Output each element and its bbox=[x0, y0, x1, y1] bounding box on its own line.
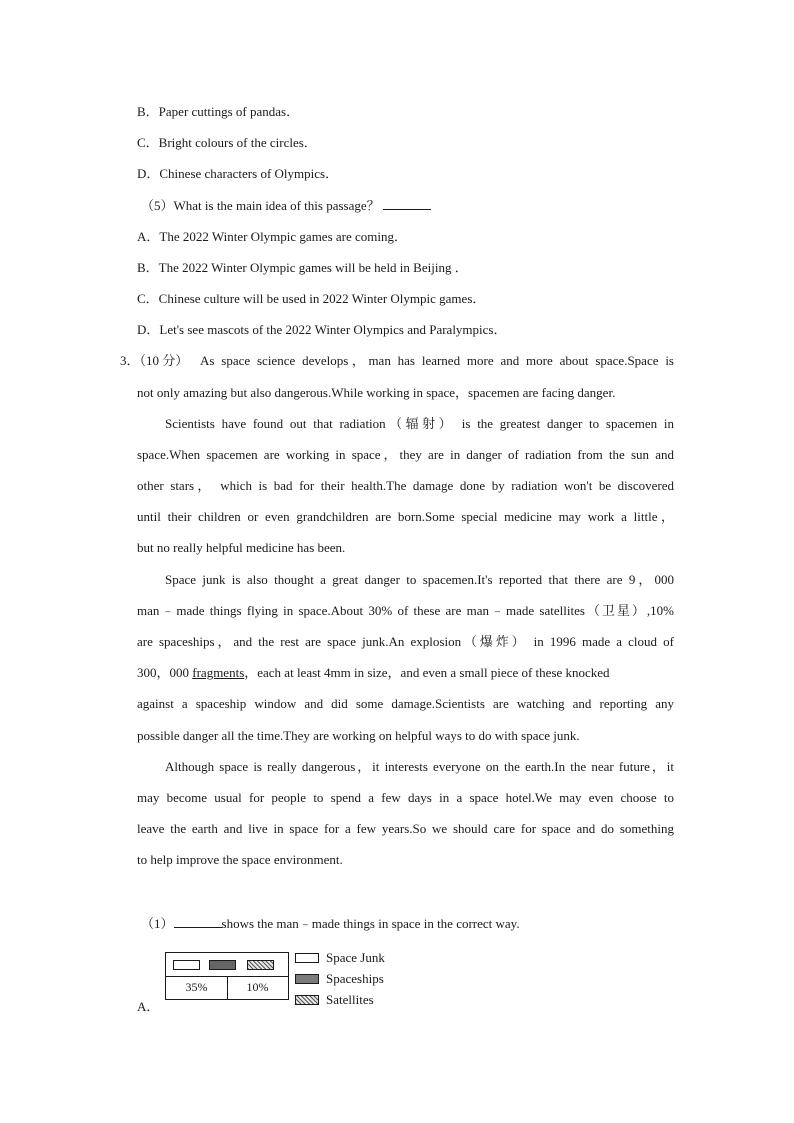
passage-line: Although space is really dangerous，it interests everyone on the earth.In the near future，it bbox=[165, 759, 674, 774]
question-5-stem bbox=[141, 197, 678, 214]
question-5-text: （5）What is the main idea of this passage？ bbox=[141, 198, 380, 213]
passage-line: space.When spacemen are working in space，they are in danger of radiation from the sun and bbox=[137, 447, 674, 462]
q5-option-a: A．The 2022 Winter Olympic games are coming． bbox=[137, 229, 408, 244]
passage-line: leave the earth and live in space for a few years.So we should care for space and do something bbox=[137, 821, 674, 836]
option-c-prev: C．Bright colours of the circles． bbox=[137, 135, 317, 150]
q5-option-b: B．The 2022 Winter Olympic games will be held in Beijing ． bbox=[137, 260, 468, 275]
chart-cell-10: 10% bbox=[246, 980, 269, 994]
passage-line: possible danger all the time.They are working on helpful ways to do with space junk. bbox=[137, 728, 580, 743]
legend-item-satellites: Satellites bbox=[295, 992, 445, 1008]
question-number: 3．（10 分） bbox=[120, 353, 189, 368]
answer-blank bbox=[174, 915, 222, 928]
passage-line: other stars， which is bad for their health.The damage done by radiation won't be discovered bbox=[137, 478, 674, 493]
swatch-space-junk bbox=[173, 960, 200, 970]
vocab-word-fragments: fragments bbox=[192, 665, 245, 680]
option-d-prev: D．Chinese characters of Olympics． bbox=[137, 166, 339, 181]
passage-line: Scientists have found out that radiation（辐射） is the greatest danger to spacemen in bbox=[165, 416, 674, 431]
passage-line: man﹣made things flying in space.About 30% of these are man﹣made satellites（卫星）,10% bbox=[137, 603, 674, 618]
q5-option-c: C．Chinese culture will be used in 2022 Winter Olympic games． bbox=[137, 291, 486, 306]
passage-line: against a spaceship window and did some damage.Scientists are watching and reporting any bbox=[137, 696, 674, 711]
legend-item-space-junk: Space Junk bbox=[295, 950, 445, 966]
passage-line: until their children or even grandchildren are born.Some special medicine may work a little， bbox=[137, 509, 674, 524]
legend-swatch bbox=[295, 995, 319, 1005]
chart-swatch-row bbox=[166, 953, 288, 977]
chart-cell-35: 35% bbox=[185, 980, 208, 994]
legend-item-spaceships: Spaceships bbox=[295, 971, 445, 987]
man-made-things-chart bbox=[165, 952, 289, 1000]
option-b-prev: B．Paper cuttings of pandas． bbox=[137, 104, 300, 119]
passage-line: not only amazing but also dangerous.While working in space，spacemen are facing danger. bbox=[137, 385, 616, 400]
chart-divider bbox=[227, 976, 228, 999]
passage-line: may become usual for people to spend a few days in a space hotel.We may even choose to bbox=[137, 790, 674, 805]
answer-blank bbox=[383, 197, 431, 210]
passage-line: As space science develops，man has learned more and more about space.Space is bbox=[200, 353, 674, 368]
passage-line: are spaceships，and the rest are space junk.An explosion（爆炸） in 1996 made a cloud of bbox=[137, 634, 674, 649]
question-1-stem: （1） shows the man﹣made things in space in the correct way. bbox=[141, 916, 520, 931]
q5-option-d: D．Let's see mascots of the 2022 Winter Olympics and Paralympics． bbox=[137, 322, 507, 337]
passage-line: but no really helpful medicine has been. bbox=[137, 540, 346, 555]
legend-swatch bbox=[295, 974, 319, 984]
q1-option-a-label: A． bbox=[137, 999, 160, 1014]
swatch-satellites bbox=[247, 960, 274, 970]
legend-swatch bbox=[295, 953, 319, 963]
passage-line: to help improve the space environment. bbox=[137, 852, 343, 867]
passage-line: 300，000 fragments，each at least 4mm in size，and even a small piece of these knocked bbox=[137, 665, 610, 680]
passage-line: Space junk is also thought a great danger to spacemen.It's reported that there are 9，000 bbox=[165, 572, 674, 587]
swatch-spaceships bbox=[209, 960, 236, 970]
